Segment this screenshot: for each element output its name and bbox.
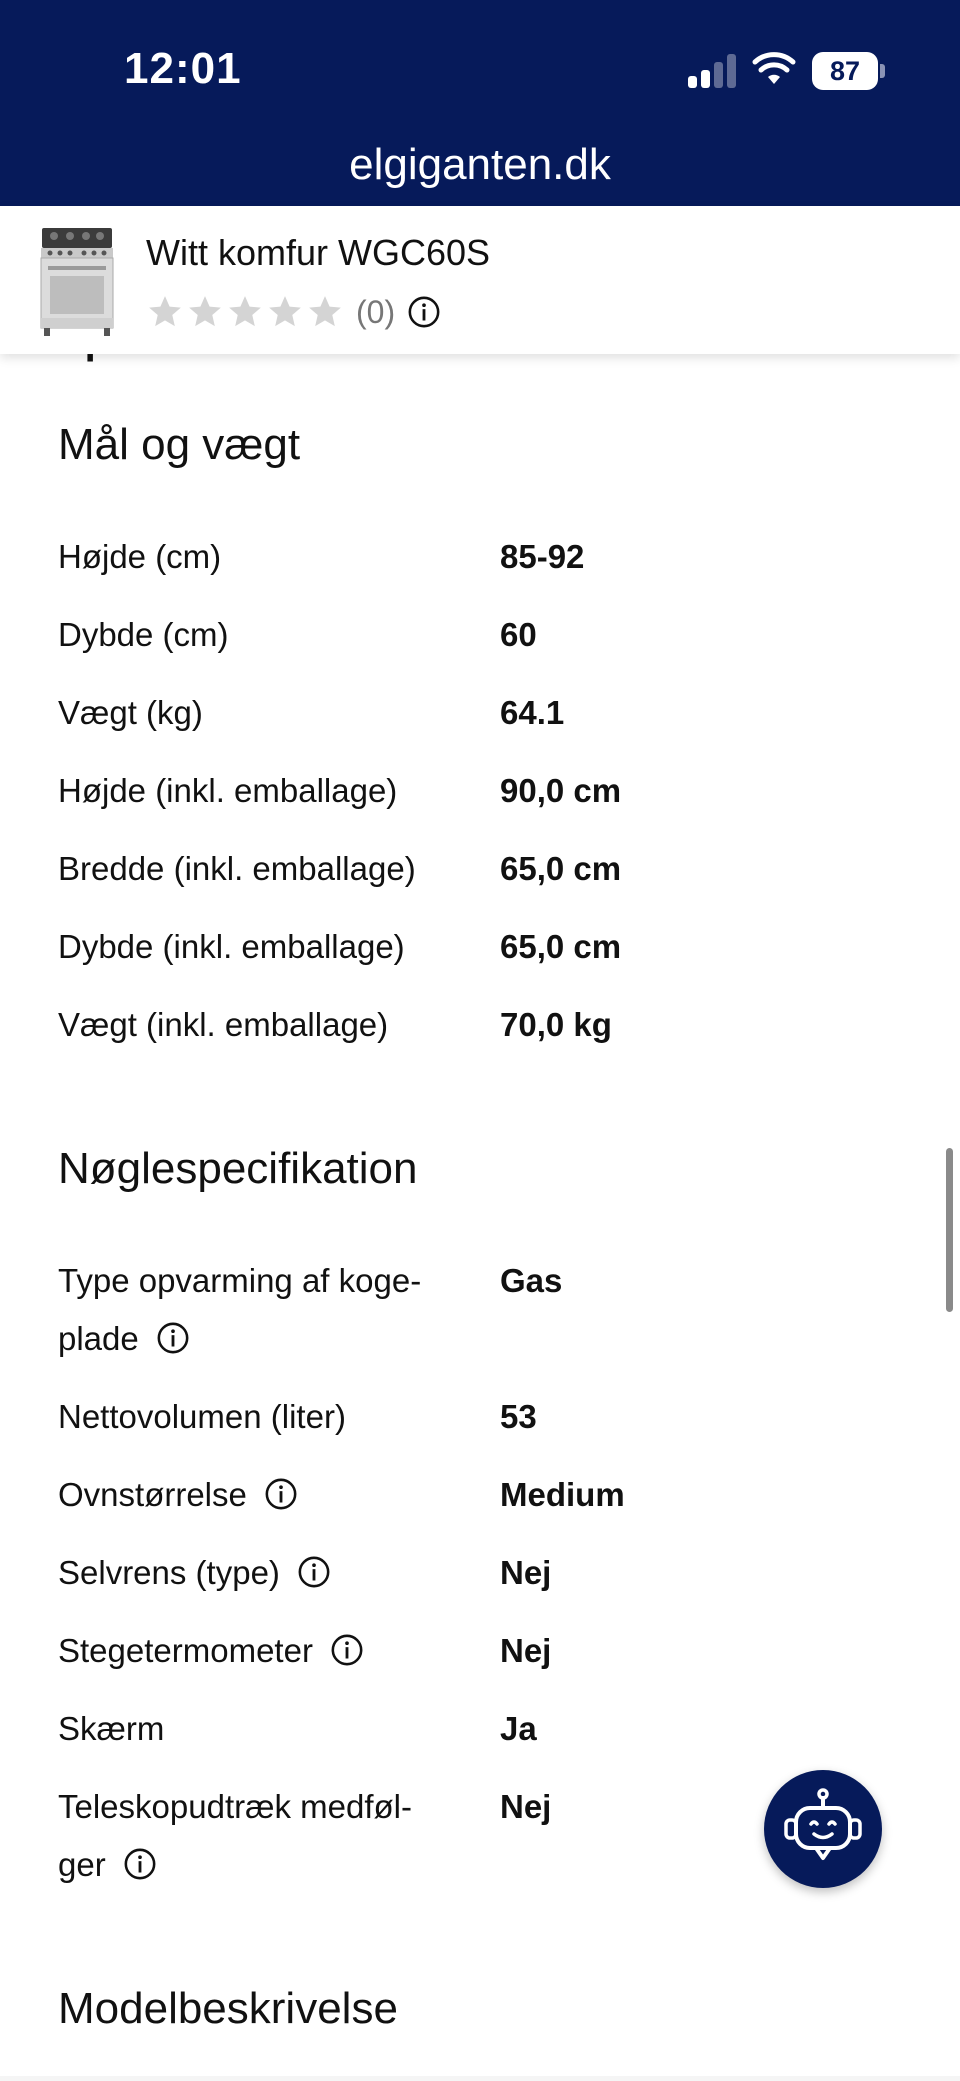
- star-icon: [306, 293, 344, 331]
- spec-label-line: ger: [58, 1846, 106, 1883]
- spec-label-text: Stegetermometer: [58, 1632, 313, 1669]
- spec-label: Højde (cm): [58, 538, 222, 575]
- spec-value: Nej: [500, 1554, 552, 1591]
- section-title-dimensions: Mål og vægt: [58, 420, 301, 469]
- spec-label: Dybde (inkl. emballage): [58, 928, 405, 965]
- spec-value: 70,0 kg: [500, 1006, 612, 1043]
- spec-value: Nej: [500, 1788, 552, 1825]
- section-title-model: Modelbeskrivelse: [58, 1984, 398, 2033]
- rating-stars[interactable]: [146, 290, 441, 334]
- browser-top-bar: [0, 0, 960, 206]
- spec-value: Medium: [500, 1476, 625, 1513]
- star-icon: [226, 293, 264, 331]
- product-thumbnail[interactable]: [38, 222, 116, 340]
- spec-label: Skærm: [58, 1710, 165, 1747]
- scrollbar[interactable]: [946, 1148, 953, 1312]
- spec-value: Gas: [500, 1262, 563, 1299]
- spec-label-line: plade: [58, 1320, 139, 1357]
- product-name[interactable]: Witt komfur WGC60S: [146, 232, 491, 273]
- spec-value: 65,0 cm: [500, 850, 622, 887]
- star-icon: [186, 293, 224, 331]
- info-icon[interactable]: [330, 1633, 364, 1667]
- spec-value: 65,0 cm: [500, 928, 622, 965]
- spec-label: [58, 1544, 468, 1602]
- spec-value: 64.1: [500, 694, 565, 731]
- chat-bot-button[interactable]: [764, 1770, 882, 1888]
- spec-label-text: Selvrens (type): [58, 1554, 280, 1591]
- info-icon[interactable]: [156, 1321, 190, 1355]
- info-icon[interactable]: [123, 1847, 157, 1881]
- spec-label: Vægt (kg): [58, 694, 203, 731]
- chat-bot-icon: [778, 1784, 868, 1874]
- spec-label-line: Type opvarming af koge-: [58, 1262, 422, 1299]
- info-icon[interactable]: [297, 1555, 331, 1589]
- spec-label: [58, 1622, 468, 1680]
- battery-nub: [880, 64, 885, 78]
- section-title-key-specs: Nøglespecifikation: [58, 1144, 418, 1193]
- spec-row: [58, 1252, 898, 1368]
- sticky-product-header: [0, 206, 960, 354]
- url-bar[interactable]: elgiganten.dk: [349, 140, 611, 189]
- spec-label: Dybde (cm): [58, 616, 229, 653]
- star-icon: [266, 293, 304, 331]
- wifi-icon: [752, 50, 796, 86]
- spec-label: Nettovolumen (liter): [58, 1398, 346, 1435]
- rating-count: (0): [356, 293, 396, 330]
- spec-label: Højde (inkl. emballage): [58, 772, 398, 809]
- cellular-signal-icon: [688, 54, 736, 88]
- info-icon[interactable]: [264, 1477, 298, 1511]
- bottom-edge: [0, 2076, 960, 2081]
- battery-icon: 87: [812, 52, 878, 90]
- spec-label-text: Ovnstørrelse: [58, 1476, 247, 1513]
- spec-value: 85-92: [500, 538, 585, 575]
- status-time: 12:01: [124, 44, 242, 93]
- spec-label: Vægt (inkl. emballage): [58, 1006, 389, 1043]
- spec-value: Ja: [500, 1710, 537, 1747]
- info-icon[interactable]: [407, 295, 441, 329]
- spec-label-line: Teleskopudtræk medføl-: [58, 1788, 412, 1825]
- spec-label: [58, 1252, 468, 1368]
- spec-value: 53: [500, 1398, 537, 1435]
- spec-label: [58, 1466, 468, 1524]
- spec-value: Nej: [500, 1632, 552, 1669]
- spec-label: [58, 1778, 468, 1894]
- spec-value: 90,0 cm: [500, 772, 622, 809]
- spec-value: 60: [500, 616, 537, 653]
- star-icon: [146, 293, 184, 331]
- spec-label: Bredde (inkl. emballage): [58, 850, 416, 887]
